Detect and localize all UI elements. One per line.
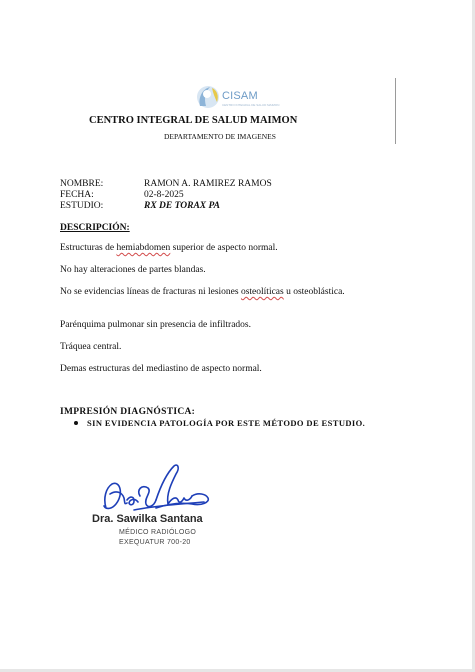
study-label: ESTUDIO: [60,201,104,211]
impression-text: SIN EVIDENCIA PATOLOGÍA POR ESTE MÉTODO DE ESTUDIO. [87,418,366,428]
finding-lung: Parénquima pulmonar sin presencia de infiltrados. [60,320,252,330]
finding-fractures [60,287,360,299]
spellcheck-word-osteoliticas: osteolíticas [240,287,284,297]
doctor-license: EXEQUATUR 700-20 [119,539,191,546]
patient-study-row [60,201,272,212]
description-title: DESCRIPCIÓN: [60,223,130,233]
study-value: RX DE TORAX PA [144,201,220,211]
date-value: 02-8-2025 [144,190,184,200]
impression-item [74,418,365,428]
cisam-logo [192,84,280,110]
impression-title: IMPRESIÓN DIAGNÓSTICA: [60,407,196,417]
bullet-icon [74,421,78,425]
patient-date-row [60,190,272,201]
logo-tagline: CENTRO INTEGRAL DE SALUD MAIMON [222,103,280,107]
finding-trachea: Tráquea central. [60,342,122,352]
finding-fractures-pre: No se evidencias líneas de fracturas ni lesiones [60,287,241,297]
finding-abdomen [60,243,360,255]
patient-name-row [60,179,272,190]
doctor-name: Dra. Sawilka Santana [92,513,203,525]
name-label: NOMBRE: [60,179,104,189]
finding-abdomen-pre: Estructuras de [60,243,117,253]
spellcheck-word-hemiabdomen: hemiabdomen [116,243,171,253]
finding-mediastinum: Demas estructuras del mediastino de aspecto normal. [60,364,262,374]
header-divider [395,78,396,144]
name-value: RAMON A. RAMIREZ RAMOS [144,179,272,189]
doctor-title: MÉDICO RADIÓLOGO [119,529,197,536]
date-label: FECHA: [60,190,94,200]
finding-soft-tissue: No hay alteraciones de partes blandas. [60,265,206,275]
finding-abdomen-post: superior de aspecto normal. [170,243,278,253]
patient-info [60,179,272,212]
department-name: DEPARTAMENTO DE IMAGENES [164,132,276,141]
cisam-logo-icon [192,84,222,110]
handwritten-signature [94,460,214,516]
finding-fractures-post: u osteoblástica. [283,287,345,297]
center-name: CENTRO INTEGRAL DE SALUD MAIMON [89,115,298,126]
logo-name: CISAM [222,90,258,102]
